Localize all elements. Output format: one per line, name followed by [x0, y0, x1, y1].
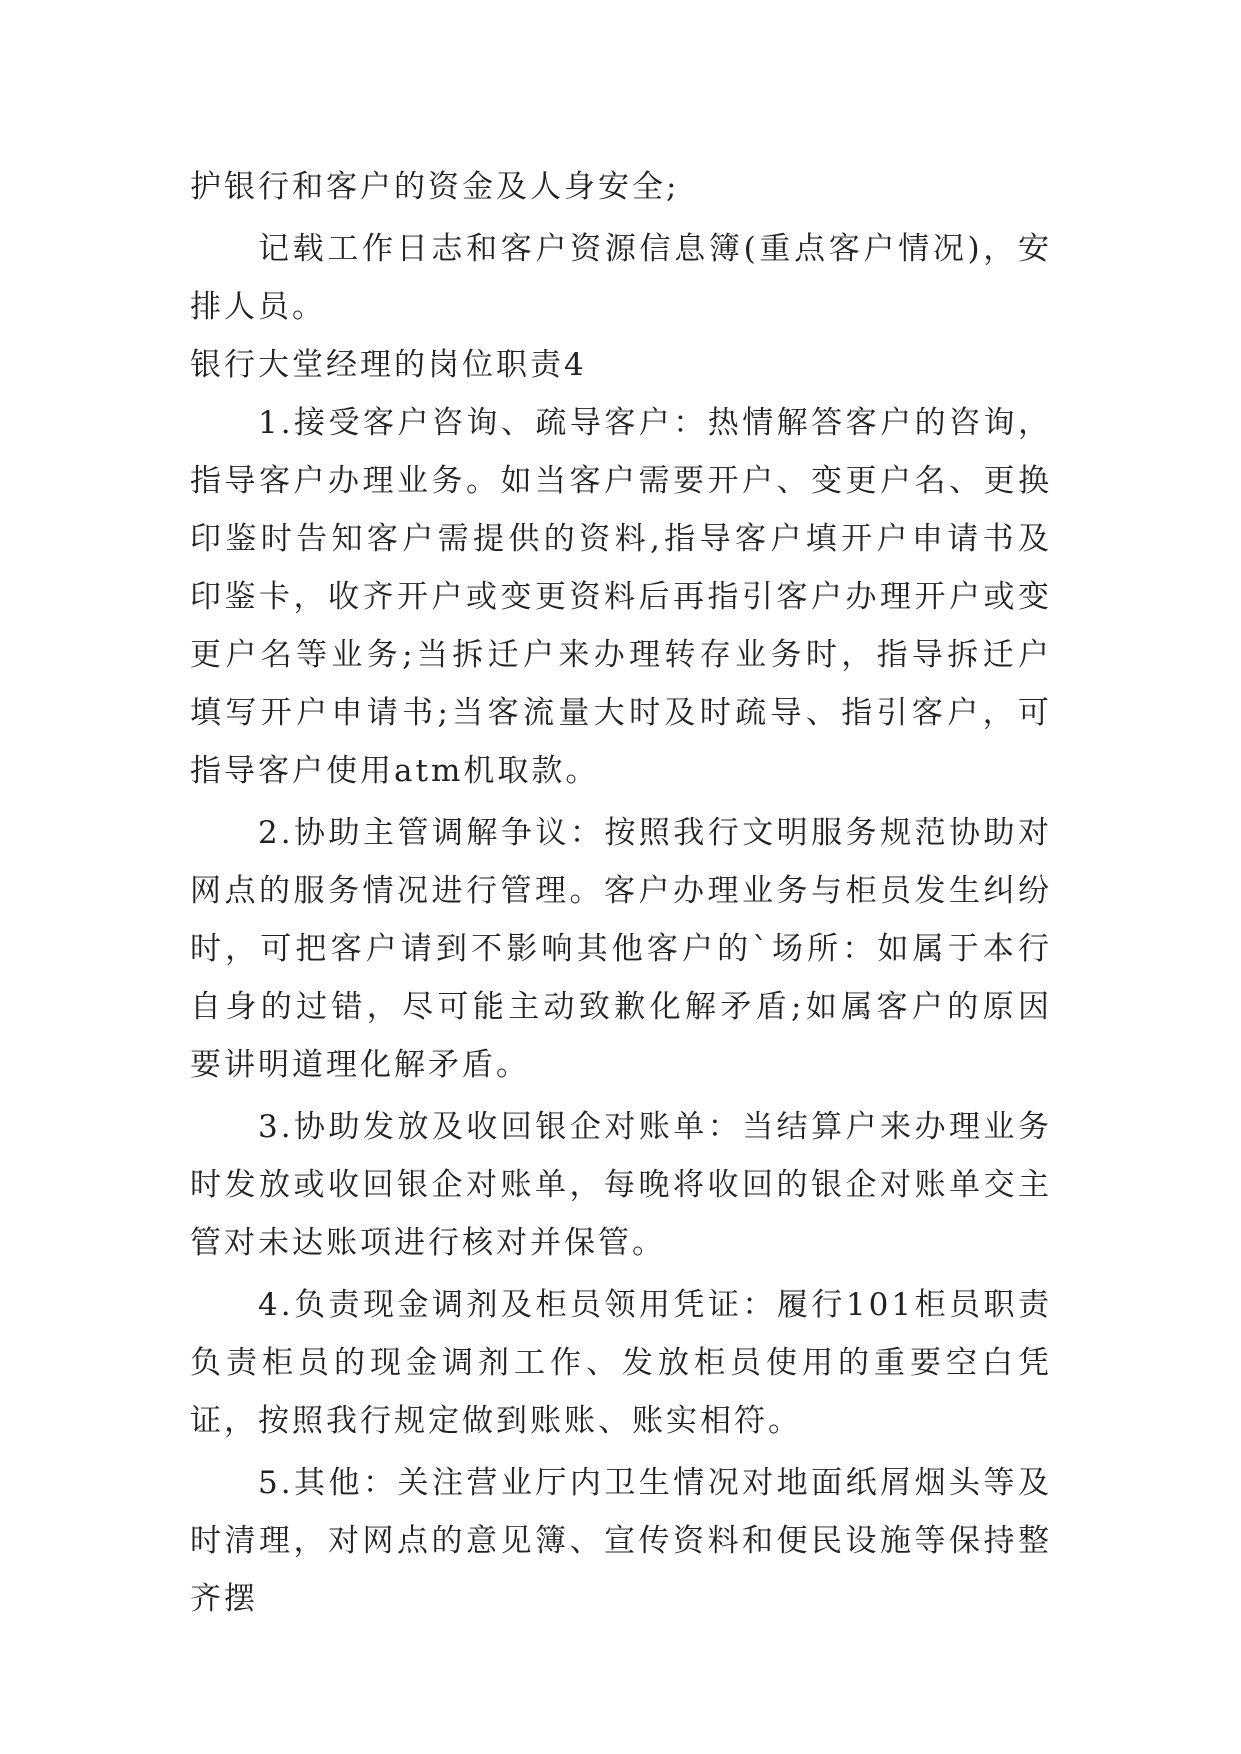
paragraph-item-2: 2.协助主管调解争议：按照我行文明服务规范协助对网点的服务情况进行管理。客户办理业务与柜员发生纠纷时，可把客户请到不影响其他客户的`场所：如属于本行自身的过错，尽可能主动致歉化解矛盾;如属客户的原因要讲明道理化解矛盾。	[190, 815, 1052, 1083]
paragraph-item-5: 5.其他：关注营业厅内卫生情况对地面纸屑烟头等及时清理，对网点的意见簿、宣传资料和便民设施等保持整齐摆	[190, 1465, 1052, 1617]
paragraph-item-4: 4.负责现金调剂及柜员领用凭证：履行101柜员职责负责柜员的现金调剂工作、发放柜员使用的重要空白凭证，按照我行规定做到账账、账实相符。	[190, 1287, 1052, 1439]
section-heading: 银行大堂经理的岗位职责4	[190, 347, 587, 383]
paragraph-continuation: 护银行和客户的资金及人身安全;	[190, 169, 680, 205]
paragraph-item-1: 1.接受客户咨询、疏导客户：热情解答客户的咨询，指导客户办理业务。如当客户需要开户、变更户名、更换印鉴时告知客户需提供的资料,指导客户填开户申请书及印鉴卡，收齐开户或变更资料后再指引客户办理开户或变更户名等业务;当拆迁户来办理转存业务时，指导拆迁户填写开户申请书;当客流量大时及时疏导、指引客户，可指导客户使用atm机取款。	[190, 405, 1052, 789]
paragraph-item-3: 3.协助发放及收回银企对账单：当结算户来办理业务时发放或收回银企对账单，每晚将收回的银企对账单交主管对未达账项进行核对并保管。	[190, 1109, 1052, 1261]
paragraph-record-log: 记载工作日志和客户资源信息簿(重点客户情况)，安排人员。	[190, 231, 1052, 325]
document-body	[190, 158, 1052, 1628]
